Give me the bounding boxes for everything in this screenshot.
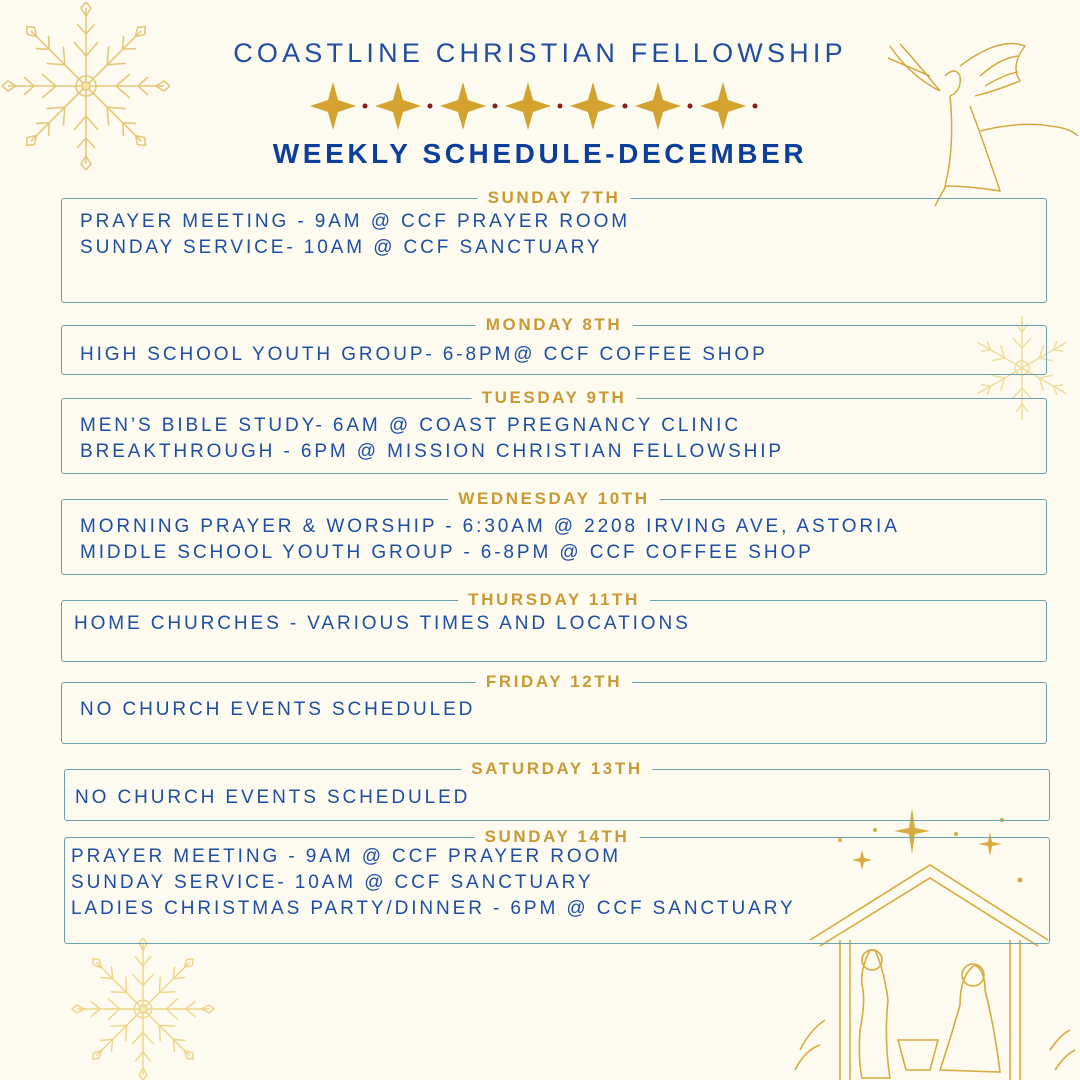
day-label: MONDAY 8TH bbox=[476, 312, 633, 338]
day-label: SUNDAY 7TH bbox=[478, 185, 631, 211]
event-line: BREAKTHROUGH - 6PM @ MISSION CHRISTIAN FELLOWSHIP bbox=[80, 441, 785, 462]
event-line: NO CHURCH EVENTS SCHEDULED bbox=[75, 787, 471, 808]
event-line: PRAYER MEETING - 9AM @ CCF PRAYER ROOM bbox=[71, 846, 621, 867]
day-label: SATURDAY 13TH bbox=[461, 756, 652, 782]
star-icon bbox=[700, 82, 746, 130]
star-icon bbox=[635, 82, 681, 130]
event-line: LADIES CHRISTMAS PARTY/DINNER - 6PM @ CCF SANCTUARY bbox=[71, 898, 796, 919]
day-box-monday-8 bbox=[61, 315, 1047, 375]
star-icon bbox=[310, 82, 356, 130]
event-line: HOME CHURCHES - VARIOUS TIMES AND LOCATIONS bbox=[74, 613, 691, 634]
day-box-tuesday-9 bbox=[61, 388, 1047, 474]
event-line: SUNDAY SERVICE- 10AM @ CCF SANCTUARY bbox=[80, 237, 603, 258]
event-line: PRAYER MEETING - 9AM @ CCF PRAYER ROOM bbox=[80, 211, 630, 232]
day-box-sunday-7 bbox=[61, 188, 1047, 303]
event-line: HIGH SCHOOL YOUTH GROUP- 6-8PM@ CCF COFFEE SHOP bbox=[80, 344, 768, 365]
day-label: THURSDAY 11TH bbox=[458, 587, 650, 613]
event-line: MEN’S BIBLE STUDY- 6AM @ COAST PREGNANCY CLINIC bbox=[80, 415, 741, 436]
star-icon bbox=[505, 82, 551, 130]
event-line: MORNING PRAYER & WORSHIP - 6:30AM @ 2208 IRVING AVE, ASTORIA bbox=[80, 516, 900, 537]
day-label: TUESDAY 9TH bbox=[472, 385, 637, 411]
day-label: WEDNESDAY 10TH bbox=[448, 486, 659, 512]
day-box-wednesday-10 bbox=[61, 489, 1047, 575]
organization-title: COASTLINE CHRISTIAN FELLOWSHIP bbox=[233, 38, 847, 68]
day-box-saturday-13 bbox=[64, 759, 1050, 821]
star-icon bbox=[440, 82, 486, 130]
star-icon bbox=[570, 82, 616, 130]
event-line: SUNDAY SERVICE- 10AM @ CCF SANCTUARY bbox=[71, 872, 594, 893]
day-box-thursday-11 bbox=[61, 590, 1047, 662]
day-label: SUNDAY 14TH bbox=[475, 824, 640, 850]
star-icon bbox=[375, 82, 421, 130]
event-line: MIDDLE SCHOOL YOUTH GROUP - 6-8PM @ CCF COFFEE SHOP bbox=[80, 542, 814, 563]
event-line: NO CHURCH EVENTS SCHEDULED bbox=[80, 699, 476, 720]
snowflake-icon bbox=[70, 938, 216, 1080]
day-box-sunday-14 bbox=[64, 827, 1050, 944]
schedule-subtitle: WEEKLY SCHEDULE-DECEMBER bbox=[272, 138, 808, 169]
header-stars bbox=[300, 78, 770, 134]
day-box-friday-12 bbox=[61, 672, 1047, 744]
day-label: FRIDAY 12TH bbox=[476, 669, 632, 695]
